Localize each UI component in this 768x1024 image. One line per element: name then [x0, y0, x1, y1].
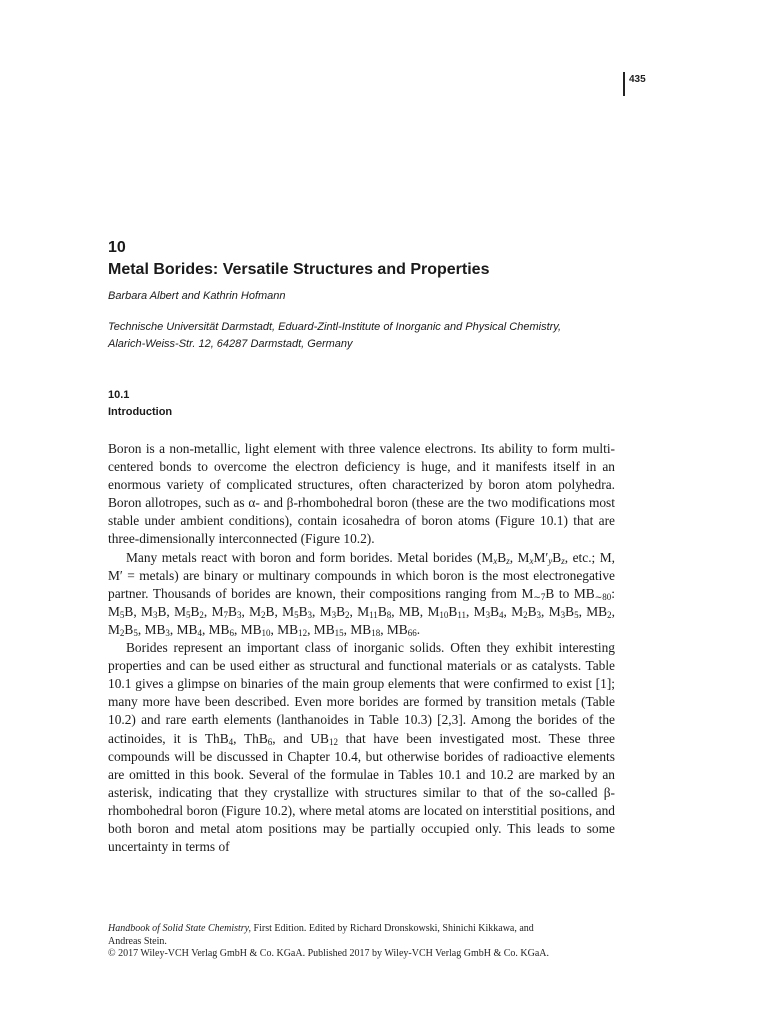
page-number: 435 — [629, 74, 646, 85]
text-run: B — [336, 603, 346, 619]
text-run: , MB — [343, 621, 372, 637]
paragraph — [108, 549, 615, 639]
text-run: , M — [509, 549, 530, 565]
text-run: M′ — [533, 549, 549, 565]
paragraph — [108, 639, 615, 856]
subscript: 10 — [439, 609, 449, 620]
subscript: 2 — [119, 627, 125, 638]
chapter-title: Metal Borides: Versatile Structures and Properties — [108, 261, 490, 278]
italic-subscript: z — [506, 555, 510, 566]
text-run: B — [190, 603, 200, 619]
text-run: , and UB — [272, 730, 329, 746]
subscript: 6 — [267, 736, 273, 747]
subscript: 12 — [328, 736, 338, 747]
paragraph — [108, 440, 615, 549]
italic-subscript: z — [561, 555, 565, 566]
subscript: 5 — [133, 627, 138, 638]
text-run: B, M — [124, 603, 153, 619]
text-run: , etc.; M, M′ = metals) are binary or multinary compounds in which boron is the most electronegative partner. Thousands of borides are known, their compositions ranging from M — [108, 549, 615, 601]
text-run: , M — [503, 603, 524, 619]
text-run: , MB — [234, 621, 262, 637]
footer-line-3: © 2017 Wiley-VCH Verlag GmbH & Co. KGaA. Published 2017 by Wiley-VCH Verlag GmbH & Co. KGaA. — [108, 948, 550, 959]
text-run: , MB — [578, 603, 608, 619]
text-run: , MB — [270, 621, 299, 637]
text-run: , MB — [380, 621, 408, 637]
text-run: Many metals react with boron and form borides. Metal borides (M — [126, 549, 494, 565]
subscript: 5 — [185, 609, 191, 620]
subscript: 3 — [560, 609, 566, 620]
text-run: that have been investigated most. These three compounds will be discussed in Chapter 10.4, but otherwise borides of radioactive elements are omitted in this book. Several of the formulae in Tables 10.1 and 10.2 are marked by an asterisk, indicating that they crystallize with structures similar to that of the so-called β-rhombohedral boron (Figure 10.2), where metal atoms are located on interstitial positions, and both boron and metal atom positions may be partially occupied only. This leads to some uncertainty in terms of — [108, 730, 615, 855]
text-run: Borides represent an important class of inorganic solids. Often they exhibit interesting properties and can be used either as structural and functional materials or as catalysts. Table 10.1 gives a glimpse on binaries of the main group elements that were confirmed to exist [1]; many more have been described. Even more borides are formed by transition metals (Table 10.2) and rare earth elements (lanthanoides in Table 10.3) [2,3]. Among the borides of the actinoides, it is ThB — [108, 640, 615, 746]
text-run: , MB — [137, 621, 166, 637]
italic-subscript: y — [548, 555, 553, 566]
subscript: 3 — [536, 609, 542, 620]
text-run: , M — [203, 603, 224, 619]
text-run: , MB — [201, 621, 230, 637]
italic-subscript: x — [529, 555, 534, 566]
footer-line-1 — [108, 923, 618, 936]
text-run: : M — [108, 585, 615, 619]
subscript: 2 — [523, 609, 528, 620]
subscript: 3 — [236, 609, 242, 620]
subscript: 66 — [407, 627, 417, 638]
footer-edition: First Edition. Edited by Richard Dronskowski, Shinichi Kikkawa, and — [251, 923, 534, 934]
subscript: 8 — [386, 609, 392, 620]
text-run: , MB, M — [391, 603, 440, 619]
section-title: Introduction — [108, 406, 173, 418]
subscript: 4 — [499, 609, 504, 620]
subscript: 2 — [261, 609, 266, 620]
subscript: 2 — [607, 609, 612, 620]
section-number: 10.1 — [108, 389, 130, 401]
subscript: 3 — [165, 627, 170, 638]
subscript: 15 — [334, 627, 344, 638]
text-run: B — [552, 549, 562, 565]
text-run: , ThB — [233, 730, 268, 746]
text-run: B — [527, 603, 537, 619]
subscript: 6 — [229, 627, 234, 638]
text-run: B to MB — [545, 585, 595, 601]
text-run: . — [416, 621, 421, 637]
text-run: B — [298, 603, 308, 619]
text-run: B, M — [157, 603, 186, 619]
footer-line-2: Andreas Stein. — [108, 935, 167, 947]
chapter-number: 10 — [108, 239, 126, 256]
text-run: B — [377, 603, 387, 619]
affiliation-line-1: Technische Universität Darmstadt, Eduard-Zintl-Institute of Inorganic and Physical Chemistry, — [108, 321, 562, 333]
text-run: , MB — [169, 621, 198, 637]
footer-book-title: Handbook of Solid State Chemistry, — [108, 923, 252, 934]
text-run: Boron is a non-metallic, light element with three valence electrons. Its ability to form multi-centered bonds to overcome the electron deficiency is huge, and it manifests itself in an enormous variety of complicated structures, often characterized by boron atom polyhedra. Boron allotropes, such as α- and β-rhombohedral boron (these are the two modifications most stable under ambient conditions), contain icosahedra of boron atoms (Figure 10.1) that are three-dimensionally interconnected (Figure 10.2). — [108, 441, 615, 547]
text-run: B — [124, 621, 134, 637]
body-text — [108, 440, 615, 856]
text-run: B, M — [265, 603, 295, 619]
subscript: 10 — [261, 627, 271, 638]
text-run: B — [448, 603, 458, 619]
italic-subscript: x — [493, 555, 498, 566]
subscript: 4 — [197, 627, 202, 638]
subscript: 5 — [294, 609, 299, 620]
subscript: 7 — [223, 609, 229, 620]
text-run: , M — [541, 603, 561, 619]
subscript: 4 — [228, 736, 234, 747]
text-run: , M — [108, 603, 615, 637]
text-run: B — [228, 603, 237, 619]
subscript: 2 — [199, 609, 204, 620]
text-run: , M — [241, 603, 262, 619]
subscript: 2 — [345, 609, 350, 620]
subscript: ∼7 — [533, 591, 546, 602]
subscript: 3 — [331, 609, 337, 620]
chapter-authors: Barbara Albert and Kathrin Hofmann — [108, 290, 286, 302]
subscript: ∼80 — [594, 591, 612, 602]
text-run: , M — [349, 603, 370, 619]
text-run: , M — [465, 603, 486, 619]
text-run: , MB — [307, 621, 335, 637]
author-affiliation — [108, 319, 628, 353]
subscript: 11 — [369, 609, 378, 620]
subscript: 3 — [152, 609, 158, 620]
footer-copyright — [108, 923, 618, 961]
text-run: , M — [312, 603, 332, 619]
text-run: B — [497, 549, 507, 565]
subscript: 12 — [298, 627, 308, 638]
subscript: 11 — [457, 609, 466, 620]
subscript: 3 — [485, 609, 491, 620]
affiliation-line-2: Alarich-Weiss-Str. 12, 64287 Darmstadt, Germany — [108, 338, 353, 350]
subscript: 18 — [371, 627, 381, 638]
text-run: B — [490, 603, 500, 619]
subscript: 5 — [574, 609, 579, 620]
page-number-rule — [623, 72, 625, 96]
subscript: 5 — [119, 609, 125, 620]
text-run: B — [565, 603, 575, 619]
subscript: 3 — [307, 609, 313, 620]
